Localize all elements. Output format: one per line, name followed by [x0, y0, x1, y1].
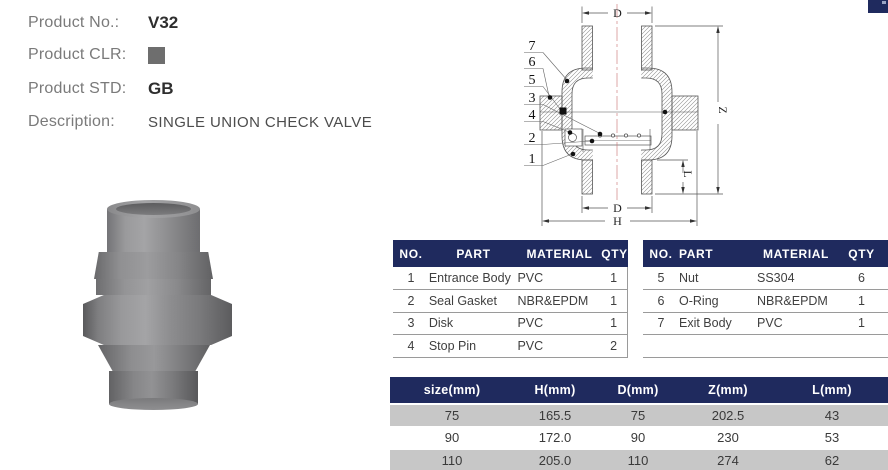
table-cell: 230 — [717, 430, 739, 446]
dim-label-h: H — [613, 214, 622, 228]
product-photo — [83, 200, 232, 412]
table-row — [643, 267, 888, 290]
table-cell: Seal Gasket — [428, 293, 497, 308]
table-cell: SS304 — [757, 270, 795, 285]
table-row — [643, 335, 888, 358]
table-cell: 1 — [610, 293, 618, 308]
table-cell: Disk — [428, 316, 454, 331]
photo-bottom-rim — [109, 398, 198, 410]
flag-notch-icon — [882, 1, 886, 4]
table-cell: 53 — [824, 430, 840, 446]
dimensions-table-header — [390, 377, 888, 403]
product-no-value: V32 — [148, 13, 179, 32]
table-cell: Exit Body — [679, 316, 732, 331]
col-header-no: NO. — [649, 246, 673, 261]
col-header-material: MATERIAL — [763, 246, 829, 261]
table-cell: Stop Pin — [428, 339, 477, 354]
parts-table-left-body — [393, 267, 628, 358]
table-cell: 2 — [610, 339, 618, 354]
table-cell: O-Ring — [679, 293, 719, 308]
photo-union-nut — [83, 295, 232, 345]
table-cell: 2 — [407, 293, 415, 308]
table-cell: 7 — [657, 316, 665, 331]
balloon-number: 6 — [528, 55, 536, 70]
dimensions-table-body — [390, 405, 888, 470]
table-cell: NBR&EPDM — [757, 293, 828, 308]
col-header-h: H(mm) — [534, 383, 576, 397]
dim-label-bottom-d: D — [613, 201, 622, 215]
col-header-part: PART — [679, 246, 714, 261]
photo-top-hole — [116, 203, 191, 215]
table-cell: 6 — [858, 270, 865, 285]
table-cell: PVC — [517, 270, 544, 285]
table-row — [393, 313, 627, 336]
col-header-size: size(mm) — [423, 383, 481, 397]
col-header-qty: QTY — [848, 246, 875, 261]
table-cell: 165.5 — [538, 408, 572, 424]
table-cell: 4 — [407, 339, 415, 354]
parts-table-left — [393, 240, 628, 358]
table-row — [643, 313, 888, 336]
col-header-l: L(mm) — [812, 383, 852, 397]
col-header-no: NO. — [399, 246, 423, 261]
product-std-value: GB — [148, 79, 174, 98]
description-value: SINGLE UNION CHECK VALVE — [148, 113, 373, 131]
table-row — [643, 290, 888, 313]
dim-label-l: L — [681, 170, 695, 178]
table-cell: 1 — [858, 316, 865, 331]
dim-label-top-d: D — [613, 6, 622, 20]
table-cell: NBR&EPDM — [517, 293, 589, 308]
table-row — [390, 427, 888, 449]
parts-table-right — [643, 240, 888, 358]
balloon-number: 5 — [528, 73, 536, 88]
table-row — [393, 290, 627, 313]
dim-label-z: Z — [716, 106, 730, 114]
balloon-number: 2 — [528, 131, 536, 146]
table-cell: 1 — [407, 270, 415, 285]
table-cell: Nut — [679, 270, 699, 285]
col-header-z: Z(mm) — [708, 383, 748, 397]
product-color-swatch — [148, 47, 165, 64]
table-cell: 172.0 — [538, 430, 572, 446]
table-cell: PVC — [517, 316, 544, 331]
table-cell: 1 — [858, 293, 865, 308]
table-row — [393, 267, 627, 290]
product-no-label: Product No.: — [28, 14, 120, 31]
table-row — [390, 450, 888, 470]
description-row — [28, 111, 372, 133]
col-header-material: MATERIAL — [526, 246, 593, 261]
table-cell: 75 — [630, 408, 646, 424]
photo-body-band — [96, 279, 211, 295]
table-row — [390, 405, 888, 427]
table-cell: PVC — [517, 339, 544, 354]
photo-upper-collar — [94, 252, 213, 279]
balloon-number: 4 — [528, 108, 536, 123]
description-label: Description: — [28, 113, 115, 130]
col-header-qty: QTY — [601, 246, 628, 261]
table-cell: 6 — [657, 293, 665, 308]
balloon-number: 3 — [528, 91, 536, 106]
product-std-label: Product STD: — [28, 80, 127, 97]
table-row — [393, 335, 627, 358]
technical-drawing — [505, 0, 740, 232]
table-cell: 1 — [610, 316, 618, 331]
product-clr-label: Product CLR: — [28, 46, 127, 63]
table-cell: Entrance Body — [428, 270, 511, 285]
table-cell: 274 — [717, 452, 739, 468]
table-cell: 110 — [627, 452, 649, 468]
table-cell: 90 — [444, 430, 460, 446]
parts-table-right-body — [643, 267, 888, 358]
table-cell: 3 — [407, 316, 415, 331]
table-cell: 202.5 — [711, 408, 745, 424]
table-cell: 1 — [610, 270, 618, 285]
table-cell: 62 — [824, 452, 840, 468]
product-no-row — [28, 12, 178, 34]
product-clr-row — [28, 44, 165, 66]
table-cell: 110 — [441, 452, 463, 468]
balloon-number: 1 — [528, 152, 536, 167]
col-header-d: D(mm) — [617, 383, 659, 397]
product-std-row — [28, 78, 174, 100]
table-cell: PVC — [757, 316, 783, 331]
table-cell: 205.0 — [538, 452, 572, 468]
col-header-part: PART — [456, 246, 491, 261]
parts-table-right-header — [643, 240, 888, 267]
parts-table-left-header — [393, 240, 628, 267]
dimensions-table — [390, 377, 888, 470]
table-cell: 43 — [824, 408, 840, 424]
balloon-number: 7 — [528, 39, 536, 54]
table-cell: 90 — [630, 430, 646, 446]
corner-brand-flag — [868, 0, 888, 13]
table-cell: 75 — [444, 408, 460, 424]
photo-lower-taper — [98, 345, 210, 371]
table-cell: 5 — [657, 270, 665, 285]
